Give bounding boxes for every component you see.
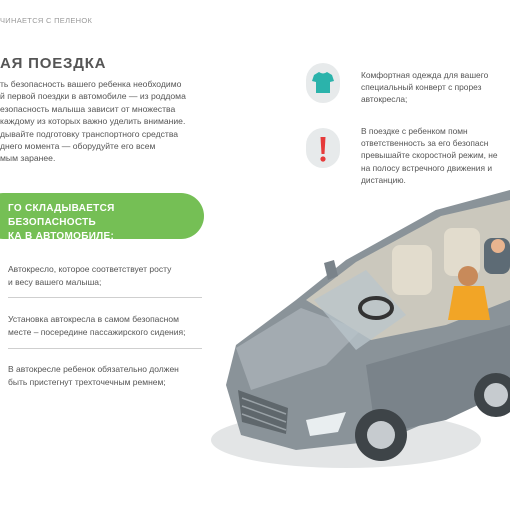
safety-rule-item [8,363,204,388]
rule-line: Автокресло, которое соответствует росту [8,264,172,274]
safety-callout-banner [0,193,204,242]
tip-line: Комфортная одежда для вашего [361,70,489,80]
tip-line: ответственность за его безопасн [361,138,489,149]
intro-line: мым заранее. [0,153,56,164]
tip-line: на полосу встречного движения и [361,162,492,173]
intro-line: езопасность малыша зависит от множества [0,103,176,114]
divider [8,297,202,298]
car-with-family-icon [206,150,510,510]
callout-line: ГО СКЛАДЫВАЕТСЯ БЕЗОПАСНОСТЬ [8,203,115,228]
intro-line: днего момента — оборудуйте его всем [0,141,156,152]
safety-rule-item [8,313,204,338]
rule-line: месте – посередине пассажирского сидения; [8,326,186,337]
tip-line: специальный конверт с прорез [361,82,482,93]
tip-line: превышайте скоростной режим, не [361,150,498,161]
tip-line: дистанцию. [361,174,406,185]
rule-line: Установка автокресла в самом безопасном [8,314,179,324]
safety-rule-item [8,263,204,288]
intro-line: каждому из которых важно уделить внимание. [0,116,186,127]
intro-line: ть безопасность вашего ребенка необходимо [0,79,182,89]
intro-line: дывайте подготовку транспортного средства [0,128,179,139]
breadcrumb: ЧИНАЕТСЯ С ПЕЛЕНОК [0,16,93,25]
tshirt-icon [306,63,340,103]
clothing-tip-text [361,69,510,106]
callout-text [8,202,204,244]
divider [8,348,202,349]
clothing-tip-badge [306,63,340,103]
intro-paragraph [0,78,206,165]
callout-line: КА В АВТОМОБИЛЕ: [8,231,115,242]
page-title: АЯ ПОЕЗДКА [0,55,107,72]
tip-line: В поездке с ребенком помн [361,126,468,136]
intro-line: й первой поездки в автомобиле — из роддома [0,91,186,102]
rule-line: и весу вашего малыша; [8,276,102,287]
rule-line: быть пристегнут трехточечным ремнем; [8,376,166,387]
rule-line: В автокресле ребенок обязательно должен [8,364,179,374]
tip-line: автокресла; [361,94,408,105]
